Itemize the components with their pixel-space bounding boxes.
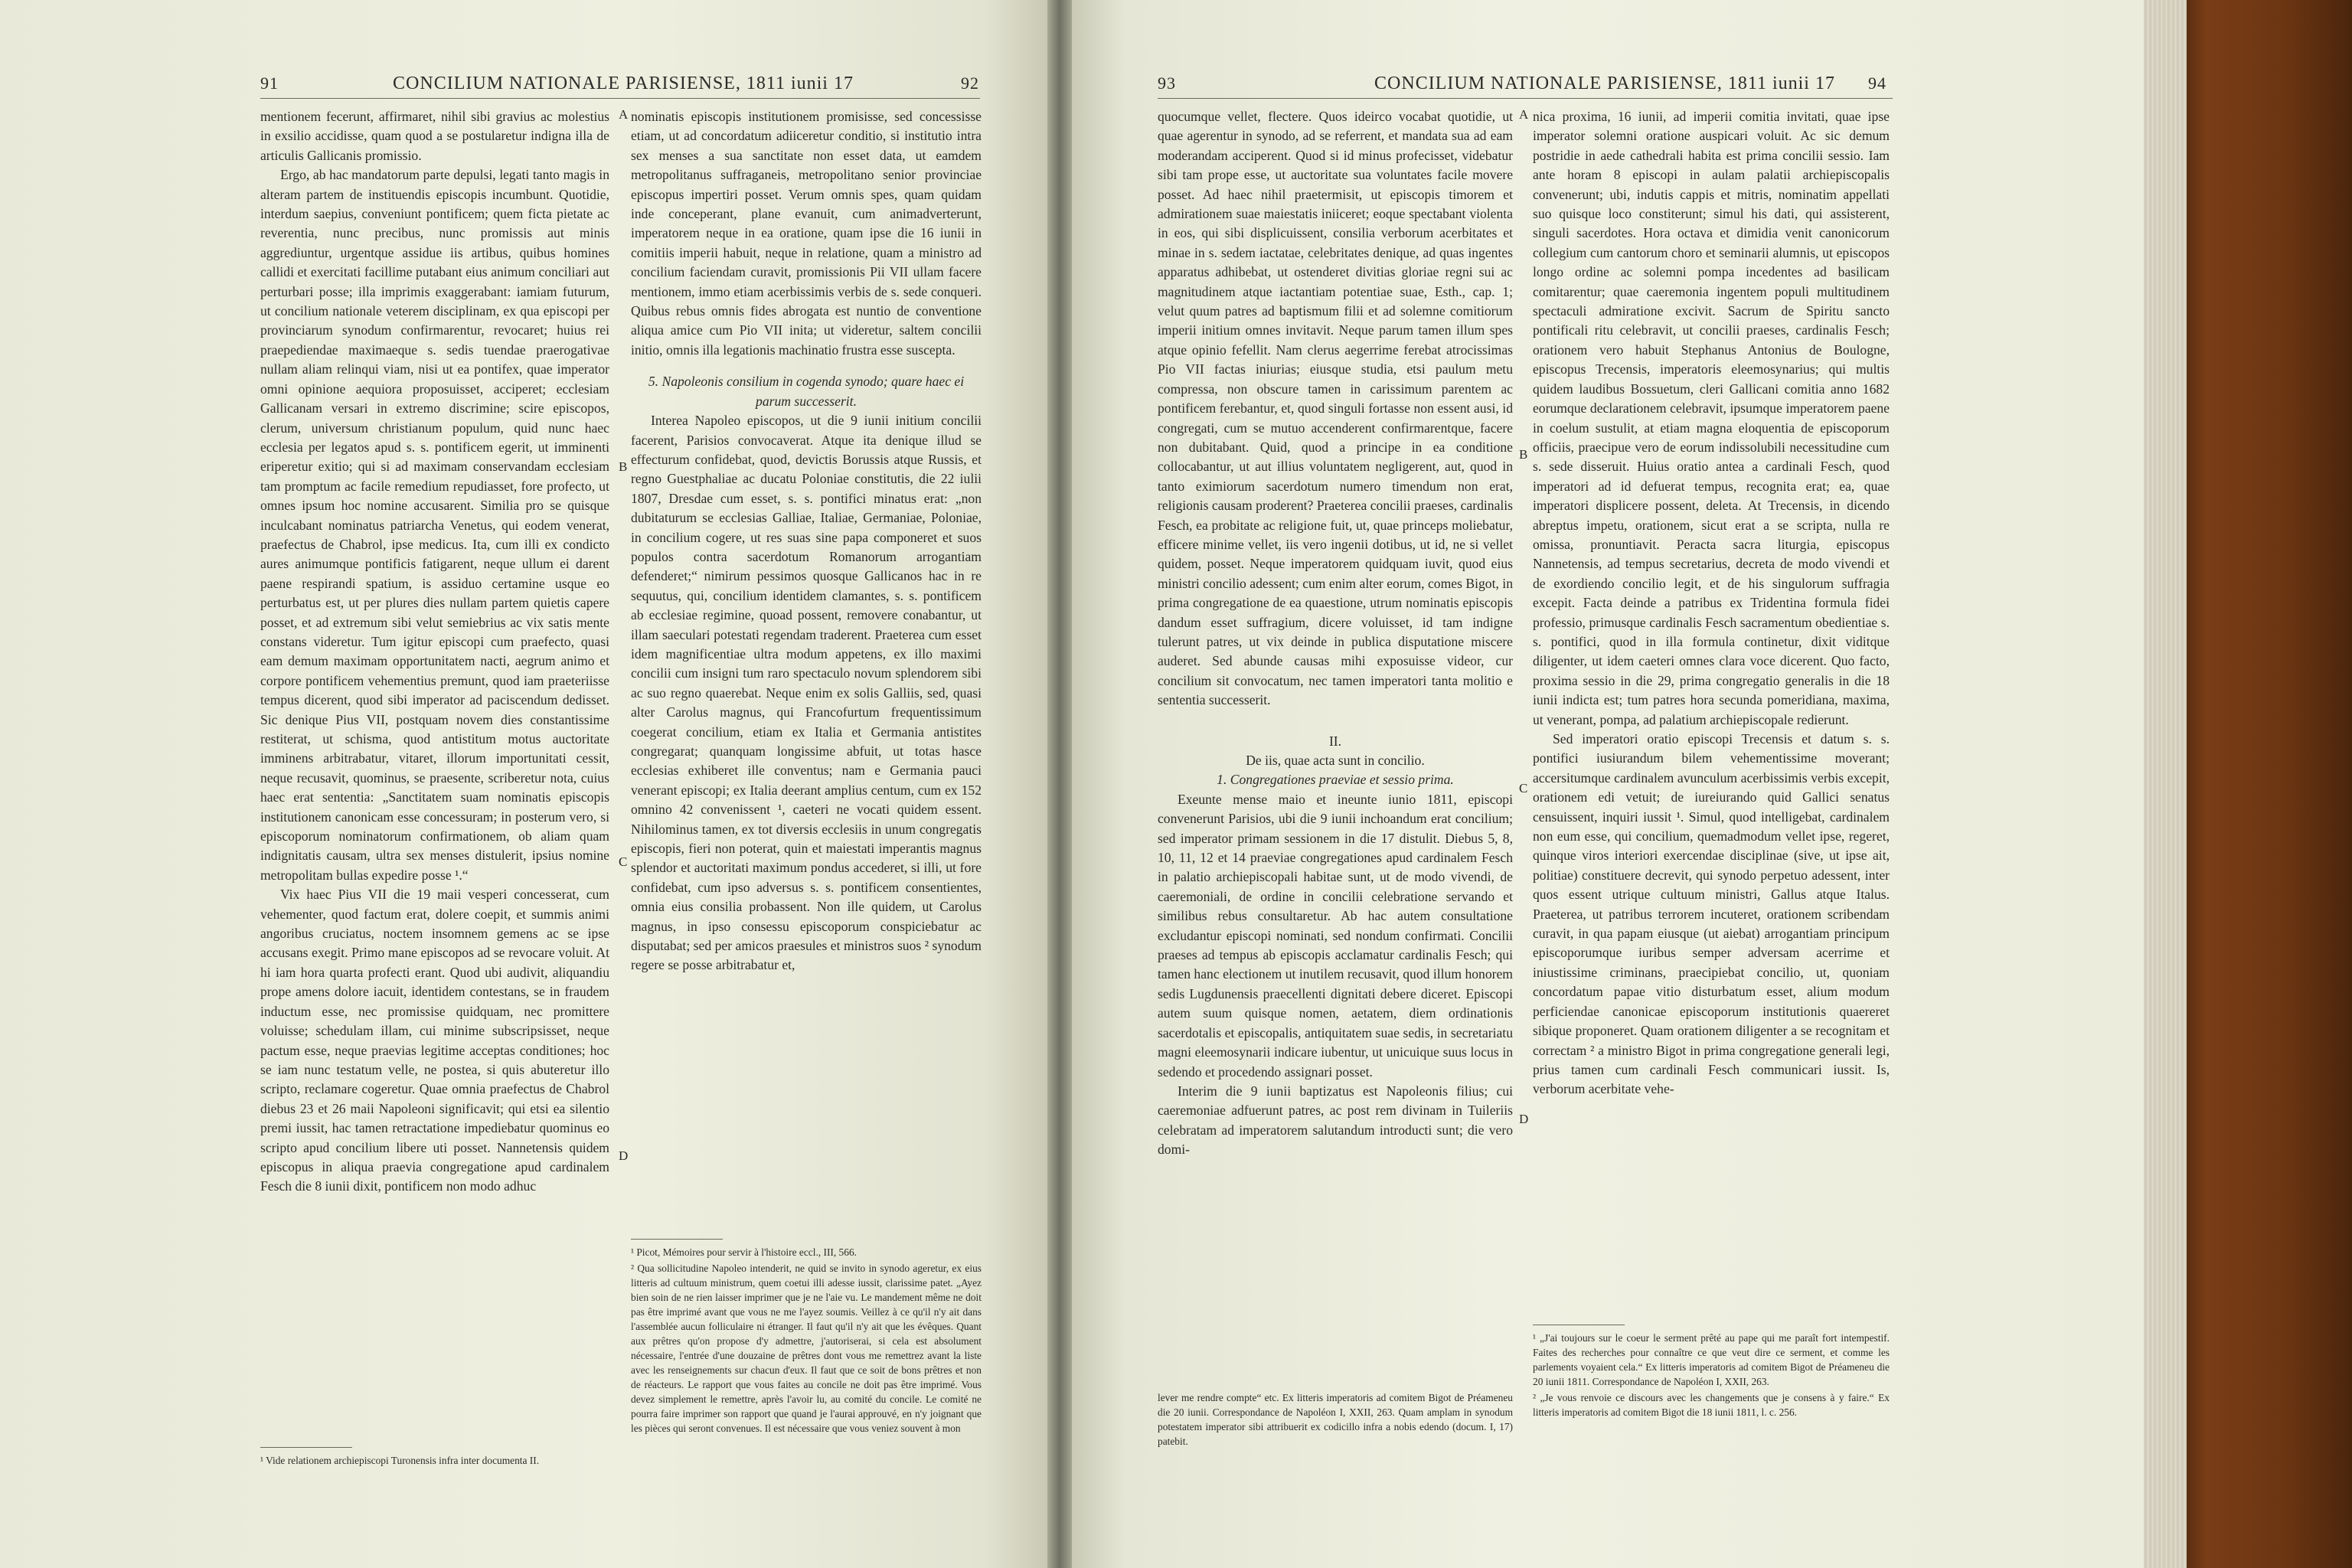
paragraph: Vix haec Pius VII die 19 maii vesperi concesserat, cum vehementer, quod factum erat, dolere coepit, et summis animi angoribus cruciatus, noctem insomnem gemens ac se ipse accusans exegit. Primo mane episcopos ad se revocare voluit. At hi iam hora quarta profecti erant. Quod ubi audivit, aliquandiu prope amens dolore iacuit, identidem contestans, se in fraudem inductum esse, nec promissise quidquam, nec promittere voluisse; schedulam illam, cui minime subscripsisset, neque pactum esse, neque praevias legitime acceptas conditiones; hoc se iam nunc testatum velle, ne postea, si quis abuteretur illo scripto, reclamare cogeretur. Quae omnia praefectus de Chabrol diebus 23 et 26 maii Napoleoni significavit; qui etsi ea silentio premi iussit, hac tamen retractatione impediebatur quominus eo scripto apud concilium libere uti posset. Nannetensis quidem episcopus in aliqua praevia congregatione apud cardinalem Fesch die 8 iunii dixit, pontificem non modo adhuc [260, 887, 609, 1194]
left-col-1 [260, 107, 609, 1197]
left-col-2 [631, 107, 982, 975]
running-title: CONCILIUM NATIONALE PARISIENSE, 1811 iunii 17 [393, 74, 854, 93]
footnote: ² Qua sollicitudine Napoleo intenderit, ne quid se invito in synodo ageretur, ex eius litteris ad cultuum ministrum, quem coetui illi adesse iussit, clarissime patet. „Ayez bien soin de ne rien laisser imprimer que je ne l'aie vu. Le mandement même ne doit pas être imprimé avant que vous ne me l'ayez soumis. Veillez à ce qu'il n'y ait dans l'assemblée aucun folliculaire ni étranger. Il faut qu'il n'y ait que les évêques. Quant aux prêtres qu'on propose d'y admettre, j'autoriserai, si cela est absolument nécessaire, l'entrée d'une douzaine de prêtres dont vous me remettrez avant la liste avec les renseignements sur chacun d'eux. Il faut que ce soit de bons prêtres et non de réacteurs. Le rapport que vous faites au concile ne doit pas être imprimé. Vous devez simplement le remettre, après l'avoir lu, au comité du concile. Le comité ne pourra faire imprimer son rapport que quand je l'aurai approuvé, en n'y joignant que les pièces qui seront convenues. Il est nécessaire que vous veniez souvent à mon [631, 1263, 982, 1434]
paragraph: Ergo, ab hac mandatorum parte depulsi, legati tanto magis in alteram partem de instituendis episcopis incumbunt. Quotidie, interdum saepius, conveniunt pontificem; quem ficta pietate ac reverentia, nunc precibus, nunc promissis aut minis aggrediuntur, urgentque assidue iis artibus, quibus homines callidi et exercitati facillime putabant eius animum conciliari aut perturbari posse; illa imprimis exaggerabant: iamiam futurum, ut concilium nationale veterem disciplinam, ex qua episcopi per provinciarum synodum confirmarentur, revocaret; huius rei praepediendae maximaeque s. sedis tuendae praerogativae nullam aliam relinqui viam, nisi ut ea pontifex, quae imperator omni opinione aequiora proposuisset, acciperet; ecclesiam Gallicanam versari in extremo discrimine; scire episcopos, clerum, universum christianum populum, quid nunc haec ecclesia per legatos apud s. s. pontificem egerit, ut imminenti eriperetur exitio; qui si ad maximam conservandam ecclesiam tam promptum ac facile remedium repudiasset, fore profecto, ut omnes ipsum hoc nomine accusarent. Similia pro se quisque inculcabant nominatus patriarcha Venetus, qui eodem venerat, praefectus de Chabrol, ipse medicus. Ita, cum illi ex condicto aures animumque pontificis fatigarent, neque ullum ei darent paene respirandi spatium, is assiduo certamine usque eo perturbatus est, ut per plures dies nullam partem quietis capere posset, et ad extremum sibi velut semiebrius ac vix satis mente constans videretur. Tum igitur episcopi cum praefecto, quasi eam demum maximam opportunitatem nacti, aegrum animo et corpore pontificem vehementius premunt, quod iam praeteriisse tempus dicerent, quod sibi imperator ad paciscendum dedisset. Sic denique Pius VII, postquam novem dies constantissime restiterat, ut schisma, quod antistitum motus auctoritate imminens arbitrabatur, vitaret, illorum importunitati cessit, neque recusavit, quominus, se praesente, scriberetur nota, cuius haec erat sententia: „Sanctitatem suam nominatis episcopis institutionem canonicam esse concessuram; in posterum vero, si episcoporum nominatorum confirmationem, ob aliam quam indignitatis causam, ultra sex menses distulerit, ipsius nomine metropolitam bullas expedire posse ¹.“ [260, 167, 609, 883]
paragraph: Interea Napoleo episcopos, ut die 9 iunii initium concilii facerent, Parisios convocaverat. Atque ita denique illud se effecturum confidebat, quod, devictis Borussis atque Russis, et regno Guestphaliae ac ducatu Poloniae constitutis, die 22 iulii 1807, Dresdae cum esset, s. s. pontifici minatus erat: „non dubitaturum se ecclesias Galliae, Italiae, Germaniae, Poloniae, in concilium cogere, ut res suas sine papa componeret et suos populos contra sacerdotum Romanorum arrogantiam defenderet;“ nimirum pessimos quosque Gallicanos hac in re sequutus, qui, concilium identidem clamantes, s. s. pontificem ab ecclesiae regimine, quoad possent, removere conabantur, ut illam saeculari potestati regendam traderent. Praeterea cum esset idem magnificentiae ultra modum appetens, ex illo maximi concilii cum insigni tum raro spectaculo novum splendorem sibi ac suo regno quaerebat. Neque enim ex solis Galliis, sed, quasi alter Carolus magnus, qui Francofurtum frequentissimum coegerat concilium, etiam ex Italia et Germania antistites congregarat; quanquam longissime abfuit, ut totas hasce ecclesias exhiberet ille conventus; nam e Germania pauci venerant episcopi; ex Italia deerant amplius centum, cum ex 152 omnino 42 convenissent ¹, caeteri ne vocati quidem essent. Nihilominus tamen, ex tot diversis ecclesiis in unum congregatis episcopis, fieri non poterat, quin et maiestati imperantis magnus splendor et auctoritati maximum pondus accederet, si illi, ut fore confidebat, cum ipso adversus s. s. pontificem consentientes, omnia eius consilia probassent. Non ille quidem, ut Carolus magnus, in ipso consessu episcoporum conspiciebatur ac disputabat; sed per amicos praesules et ministros suos ² synodum regere se posse arbitrabatur et, [631, 413, 982, 973]
margin-marker: A [1519, 107, 1529, 122]
paragraph: nominatis episcopis institutionem promisisse, sed concessisse etiam, ut ad concordatum adiiceretur conditio, si institutio intra sex menses a sua sanctitate non esset data, ut eamdem metropolitanus suffraganeis, metropolitano senior provinciae episcopus impertiri posset. Verum omnis spes, quam quidam inde conceperant, plane evanuit, cum animadverterunt, imperatorem neque in ea oratione, quam ipse die 16 iunii in comitiis imperii habuit, neque in relatione, quam a ministro ad concilium faciendam curavit, promissionis Pii VII ullam facere mentionem, immo etiam acerbissimis verbis de s. sede conqueri. Quibus rebus omnis fides abrogata est nuntio de conventione aliqua amice cum Pio VII inita; ut videretur, saltem concilii initio, omnis illa legationis machinatio frustra esse suscepta. [631, 109, 982, 358]
right-col-2 [1533, 107, 1890, 1099]
header-rule [260, 98, 980, 99]
right-col-2-footnotes [1533, 1331, 1890, 1421]
section-heading: 5. Napoleonis consilium in cogenda synodo; quare haec ei parum successerit. [648, 374, 965, 409]
margin-marker: D [619, 1148, 629, 1163]
margin-marker: B [619, 459, 628, 474]
footnote: ¹ Vide relationem archiepiscopi Turonensis infra inter documenta II. [260, 1455, 540, 1466]
right-page [1072, 0, 2144, 1568]
running-title: CONCILIUM NATIONALE PARISIENSE, 1811 iunii 17 [1374, 74, 1835, 93]
left-col-2-footnotes [631, 1245, 982, 1437]
left-col-1-footnotes [260, 1453, 609, 1469]
right-col-1 [1158, 107, 1513, 1160]
footnote: ² „Je vous renvoie ce discours avec les changements que je consens à y faire.“ Ex litteris imperatoris ad comitem Bigot die 18 iunii 1811, l. c. 256. [1533, 1392, 1890, 1418]
margin-marker: C [1519, 781, 1528, 795]
paragraph: Sed imperatori oratio episcopi Trecensis et datum s. s. pontifici iusiurandum bilem vehementissime moverant; accersitumque cardinalem avunculum acerbissimis verbis excepit, orationem edi vetuit; de iureiurando quid Gallici senatus censuissent, inquiri iussit ¹. Simul, quod intelligebat, cardinalem non eum esse, qui concilium, quemadmodum vellet ipse, regeret, quinque viros interiori exercendae disciplinae (sive, ut ipse ait, politiae) constituere decrevit, qui synodo perpetuo adessent, inter quos essent utrique cultuum ministri, Gallus atque Italus. Praeterea, ut patribus terrorem incuteret, orationem scribendam curavit, in qua papam eiusque (ut aiebat) arrogantiam principum episcoporumque iuribus semper adversam acerrime et iniustissime criminans, praecipiebat concilio, ut, quoniam concordatum papae vitio disturbatum esset, alium modum perficiendae canonicae episcoporum institutionis quaereret sibique proponeret. Quam orationem diligenter a se recognitam et correctam ² a ministro Bigot in prima congregatione generali legi, prius tamen cum cardinali Fesch communicari iussit. Is, verborum acerbitate vehe- [1533, 731, 1890, 1097]
header-rule [1158, 98, 1893, 99]
left-running-head [0, 74, 1047, 104]
margin-marker: B [1519, 447, 1528, 462]
right-col-1-footnotes [1158, 1390, 1513, 1450]
page-number: 91 [260, 74, 279, 93]
page-number: 94 [1868, 74, 1886, 93]
page-edges [2144, 0, 2187, 1568]
margin-marker: C [619, 854, 628, 869]
paragraph: mentionem fecerunt, affirmaret, nihil sibi gravius ac molestius in exsilio accidisse, quam quod a se postularetur indigna illa de articulis Gallicanis promissio. [260, 109, 609, 163]
right-running-head [1072, 74, 2144, 104]
footnote: lever me rendre compte“ etc. Ex litteris imperatoris ad comitem Bigot de Préameneu die 20 iunii. Correspondance de Napoléon I, XXII, 263. Quam amplam in synodum potestatem imperator sibi attribuerit ex codicillo infra a nobis edendo (docum. I, 17) patebit. [1158, 1392, 1513, 1447]
page-number: 92 [961, 74, 979, 93]
footnote: ¹ Picot, Mémoires pour servir à l'histoire eccl., III, 566. [631, 1246, 857, 1258]
section-title: De iis, quae acta sunt in concilio. [1246, 753, 1425, 768]
book-cover-edge [2187, 0, 2352, 1568]
paragraph: Exeunte mense maio et ineunte iunio 1811, episcopi convenerunt Parisios, ubi die 9 iunii inchoandum erat concilium; sed imperator primam sessionem in die 17 distulit. Diebus 5, 8, 10, 11, 12 et 14 praeviae congregationes apud cardinalem Fesch in palatio archiepiscopali habitae sunt, ut de modo vivendi, de caeremoniali, de ordine in concilii celebratione servando et similibus rebus consultaretur. Ab hac autem consultatione excludantur episcopi nominati, sed nondum confirmati. Concilii praeses ad tempus ab episcopis acclamatur cardinalis Fesch; qui tamen hanc electionem ut inutilem recusavit, quod illum honorem sedis Lugdunensis praecellenti dignitati debere diceret. Episcopi autem suum quisque nomen, aetatem, diem ordinationis sacerdotalis et episcopalis, antiquitatem suae sedis, in secretariatu magni eleemosynarii indicare iubentur, ut unicuique suus locus in sedendo et procedendo assignari posset. [1158, 791, 1513, 1080]
footnote-rule [260, 1447, 352, 1448]
section-number: II. [1328, 733, 1342, 749]
paragraph: Interim die 9 iunii baptizatus est Napoleonis filius; cui caeremoniae adfuerunt patres, ac post rem divinam in Tuileriis celebratam ad imperatorem salutandum introducti sunt; die vero domi- [1158, 1083, 1513, 1158]
footnote: ¹ „J'ai toujours sur le coeur le serment prêté au pape qui me paraît fort intempestif. Faites des recherches pour connaître ce que veut dire ce serment, et comme les parlements voyaient cela.“ Ex litteris imperatoris ad comitem Bigot de Préameneu die 20 iunii 1811. Correspondance de Napoléon I, XXII, 263. [1533, 1332, 1890, 1387]
footnote-rule [631, 1239, 723, 1240]
margin-marker: A [619, 107, 629, 122]
paragraph: quocumque vellet, flectere. Quos ideirco vocabat quotidie, ut quae agerentur in synodo, ad se referrent, et mandata sua ad eam moderandam acciperent. Quod si id minus profecisset, videbatur sibi tam prope esse, ut auctoritate sua voluntates facile movere posset. Ad haec nihil praetermisit, ut episcopis timorem et admirationem suae maiestatis iniiceret; eoque spectabant violenta in eos, qui sibi displicuissent, consilia verborum acerbitates et minae in s. sedem iactatae, celebritates denique, ad quas ingentes apparatus adhibebat, ut ostenderet divitias gloriae regni sui ac magnitudinem atque iactantiam potentiae suae, Esth., cap. 1; velut quum patres ad baptismum filii et ad solemne comitiorum imperii initium omnes invitavit. Neque parum tamen illum spes atque opinio fefellit. Nam clerus aegerrime ferebat atrocissimas Pio VII factas iniurias; eiusque studia, etsi paulum metu compressa, non obscure tamen in carissimum parentem ac pontificem ferebantur, et, quod singuli fortasse non essent ausi, id congregati, cum se mutuo accenderent confirmarentque, facere non dubitabant. Quid, quod a principe in ea conditione collocabantur, ut aut illius voluntatem negligerent, aut, quod in tanto eximiorum sacerdotum numero timendum non erat, religionis causam proderent? Praeterea concilii praeses, cardinalis Fesch, ea probitate ac religione fuit, ut, quae princeps moliebatur, efficere minime vellet, iis vero ingenii dotibus, ut id, ne si vellet quidem, posset. Neque imperatorem quidquam iuvit, quod eius ministri concilio adessent; cum enim alter eorum, comes Bigot, in prima congregatione de ea quaestione, utrum nominatis episcopis dandum esset suffragium, dicere voluisset, id tam indigne tulerunt patres, ut vix deinde in publica disputatione miscere auderet. Sed abunde causas mihi exposuisse videor, cur concilium sit convocatum, nec tamen imperatori tanta molitio e sententia successerit. [1158, 109, 1513, 708]
book-gutter [1047, 0, 1072, 1568]
page-number: 93 [1158, 74, 1176, 93]
margin-marker: D [1519, 1112, 1529, 1126]
subsection-heading: 1. Congregationes praeviae et sessio prima. [1217, 772, 1454, 788]
paragraph: nica proxima, 16 iunii, ad imperii comitia invitati, quae ipse imperator solemni oratione auspicari voluit. Ac sic demum postridie in aede cathedrali habita est prima concilii sessio. Iam ante horam 8 episcopi in aulam palatii archiepiscopalis convenerunt; ubi, indutis cappis et mitris, nominatim appellati suo quisque loco constiterunt; simul his dati, qui assisterent, singuli sacerdotes. Hora octava et dimidia venit canonicorum collegium cum cantorum choro et seminarii alumnis, ut episcopos longo ordine ac solemni pompa incedentes ad basilicam comitarentur; quae caeremonia ingentem populi multitudinem spectaculi admiratione excivit. Sacrum de Spiritu sancto pontificali ritu celebravit, ut concilii praeses, cardinalis Fesch; orationem vero habuit Stephanus Antonius de Boulogne, episcopus Trecensis, imperatoris eleemosynarius; qui multis quidem laudibus Bossuetum, cleri Gallicani comitia anno 1682 eorumque declarationem celebravit, ipsumque imperatorem paene in coelum sustulit, at etiam magna eloquentia de episcoporum officiis, praecipue vero de eorum indissolubili necessitudine cum s. sede disseruit. Huius oratio antea a cardinali Fesch, quod imperatori ad id defuerat tempus, recognita erat; ea, quae imperatori displicere possent, deleta. At Trecensis, in dicendo abreptus impetu, orationem, sicut erat a se scripta, nulla re omissa, pronuntiavit. Peracta sacra liturgia, episcopus Nannetensis, ad tempus secretarius, decreta de modo vivendi et de exordiendo concilio legit, et de his singulorum suffragia excepit. Facta deinde a patribus ex Tridentina formula fidei professio, primusque cardinalis Fesch sacramentum obedientiae s. s. pontifici, quod in illa formula continetur, dixit viditque diligenter, ut idem caeteri omnes clara voce dicerent. Quo facto, proxima sessio in die 29, prima congregatio generalis in die 18 iunii indicta est; tum patres hora secunda pomeridiana, maxima, ut venerant, pompa, ad palatium archiepiscopale redierunt. [1533, 109, 1890, 727]
left-page [0, 0, 1047, 1568]
